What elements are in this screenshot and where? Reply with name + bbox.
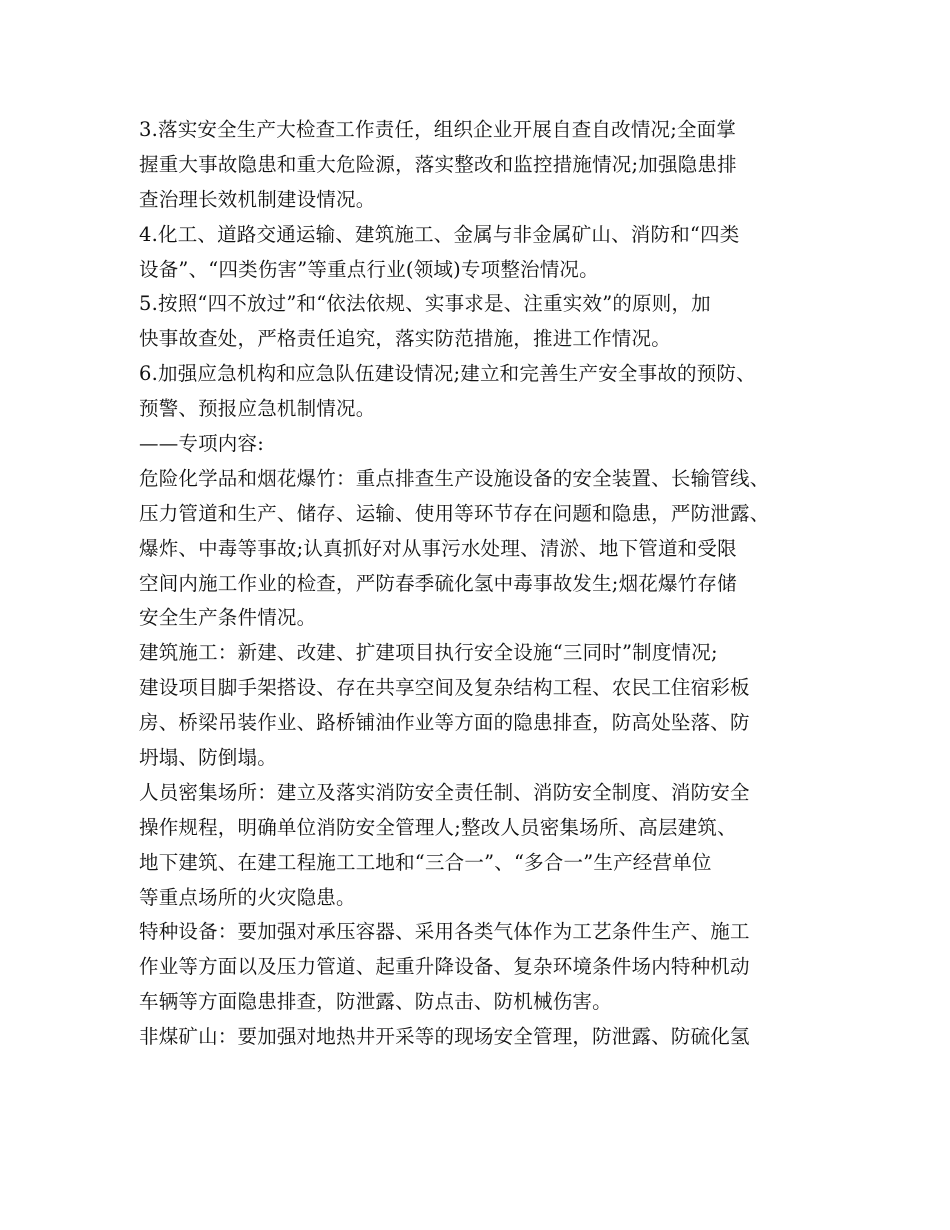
- text-line: 6.加强应急机构和应急队伍建设情况;建立和完善生产安全事故的预防、: [139, 362, 756, 386]
- document-page: [139, 113, 819, 1055]
- text-line: 爆炸、中毒等事故;认真抓好对从事污水处理、清淤、地下管道和受限: [139, 536, 737, 560]
- text-line: 危险化学品和烟花爆竹：重点排查生产设施设备的安全装置、长输管线、: [139, 466, 770, 490]
- text-line: 操作规程，明确单位消防安全管理人;整改人员密集场所、高层建筑、: [139, 815, 737, 839]
- text-line: 地下建筑、在建工程施工工地和“三合一”、“多合一”生产经营单位: [139, 850, 712, 874]
- text-line: 设备”、“四类伤害”等重点行业(领域)专项整治情况。: [139, 257, 599, 281]
- text-line: 建设项目脚手架搭设、存在共享空间及复杂结构工程、农民工住宿彩板: [139, 676, 750, 700]
- text-line: 房、桥梁吊装作业、路桥铺油作业等方面的隐患排查，防高处坠落、防: [139, 711, 750, 735]
- text-line: 空间内施工作业的检查，严防春季硫化氢中毒事故发生;烟花爆竹存储: [139, 571, 737, 595]
- text-line: 人员密集场所：建立及落实消防安全责任制、消防安全制度、消防安全: [139, 780, 750, 804]
- text-line: 车辆等方面隐患排查，防泄露、防点击、防机械伤害。: [139, 990, 612, 1014]
- section-heading: ——专项内容:: [139, 432, 264, 456]
- text-line: 等重点场所的火灾隐患。: [139, 885, 356, 909]
- text-line: 3.落实安全生产大检查工作责任，组织企业开展自查自改情况;全面掌: [139, 118, 737, 141]
- text-line: 特种设备：要加强对承压容器、采用各类气体作为工艺条件生产、施工: [139, 920, 750, 944]
- text-line: 非煤矿山：要加强对地热井开采等的现场安全管理，防泄露、防硫化氢: [139, 1025, 750, 1049]
- text-line: 作业等方面以及压力管道、起重升降设备、复杂环境条件场内特种机动: [139, 955, 750, 979]
- text-line: 5.按照“四不放过”和“依法依规、实事求是、注重实效”的原则，加: [139, 292, 711, 316]
- text-line: 压力管道和生产、储存、运输、使用等环节存在问题和隐患，严防泄露、: [139, 501, 770, 525]
- text-line: 4.化工、道路交通运输、建筑施工、金属与非金属矿山、消防和“四类: [139, 222, 740, 246]
- text-line: 握重大事故隐患和重大危险源，落实整改和监控措施情况;加强隐患排: [139, 152, 737, 176]
- text-line: 快事故查处，严格责任追究，落实防范措施，推进工作情况。: [139, 327, 671, 351]
- text-line: 安全生产条件情况。: [139, 606, 317, 630]
- text-line: 坍塌、防倒塌。: [139, 746, 277, 770]
- text-line: 查治理长效机制建设情况。: [139, 187, 376, 211]
- text-line: 预警、预报应急机制情况。: [139, 397, 376, 421]
- text-line: 建筑施工：新建、改建、扩建项目执行安全设施“三同时”制度情况;: [139, 641, 718, 665]
